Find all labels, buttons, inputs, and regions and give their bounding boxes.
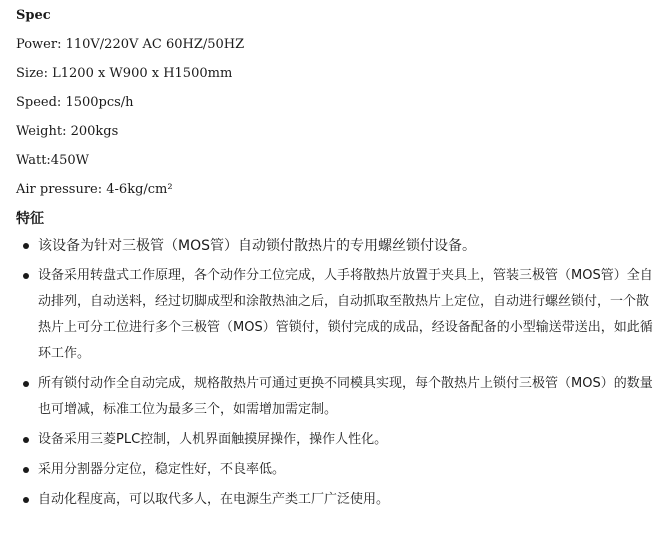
feature-item xyxy=(16,487,656,513)
spec-speed: Speed: 1500pcs/h xyxy=(16,95,134,110)
feature-item xyxy=(16,233,656,259)
spec-size: Size: L1200 x W900 x H1500mm xyxy=(16,66,233,81)
feature-item xyxy=(16,263,656,367)
feature-item xyxy=(16,427,656,453)
document xyxy=(16,6,656,517)
feature-item xyxy=(16,371,656,423)
feature-text: 设备采用三菱PLC控制，人机界面触摸屏操作，操作人性化。 xyxy=(38,432,388,447)
bullet-icon xyxy=(23,437,29,443)
feature-text: 该设备为针对三极管（MOS管）自动锁付散热片的专用螺丝锁付设备。 xyxy=(38,238,476,254)
spec-watt: Watt:450W xyxy=(16,153,89,168)
spec-weight: Weight: 200kgs xyxy=(16,124,119,139)
bullet-icon xyxy=(23,381,29,387)
bullet-icon xyxy=(23,467,29,473)
feature-text: 自动化程度高，可以取代多人，在电源生产类工厂广泛使用。 xyxy=(38,492,390,507)
feature-text: 所有锁付动作全自动完成，规格散热片可通过更换不同模具实现，每个散热片上锁付三极管（MOS）的数量也可增减，标准工位为最多三个，如需增加需定制。 xyxy=(38,376,653,417)
bullet-icon xyxy=(23,273,29,279)
feature-text: 设备采用转盘式工作原理，各个动作分工位完成，人手将散热片放置于夹具上，管装三极管（MOS管）全自动排列，自动送料，经过切脚成型和涂散热油之后，自动抓取至散热片上定位，自动进行螺丝锁付，一个散热片上可分工位进行多个三极管（MOS）管锁付，锁付完成的成品，经设备配备的小型输送带送出，如此循环工作。 xyxy=(38,268,653,361)
bullet-icon xyxy=(23,243,29,249)
feature-item xyxy=(16,457,656,483)
spec-power: Power: 110V/220V AC 60HZ/50HZ xyxy=(16,37,245,52)
features-heading: 特征 xyxy=(16,211,44,227)
feature-text: 采用分割器分定位，稳定性好，不良率低。 xyxy=(38,462,286,477)
spec-air-pressure: Air pressure: 4-6kg/cm² xyxy=(16,182,173,197)
features-list xyxy=(16,233,656,513)
bullet-icon xyxy=(23,497,29,503)
spec-heading: Spec xyxy=(16,8,51,23)
